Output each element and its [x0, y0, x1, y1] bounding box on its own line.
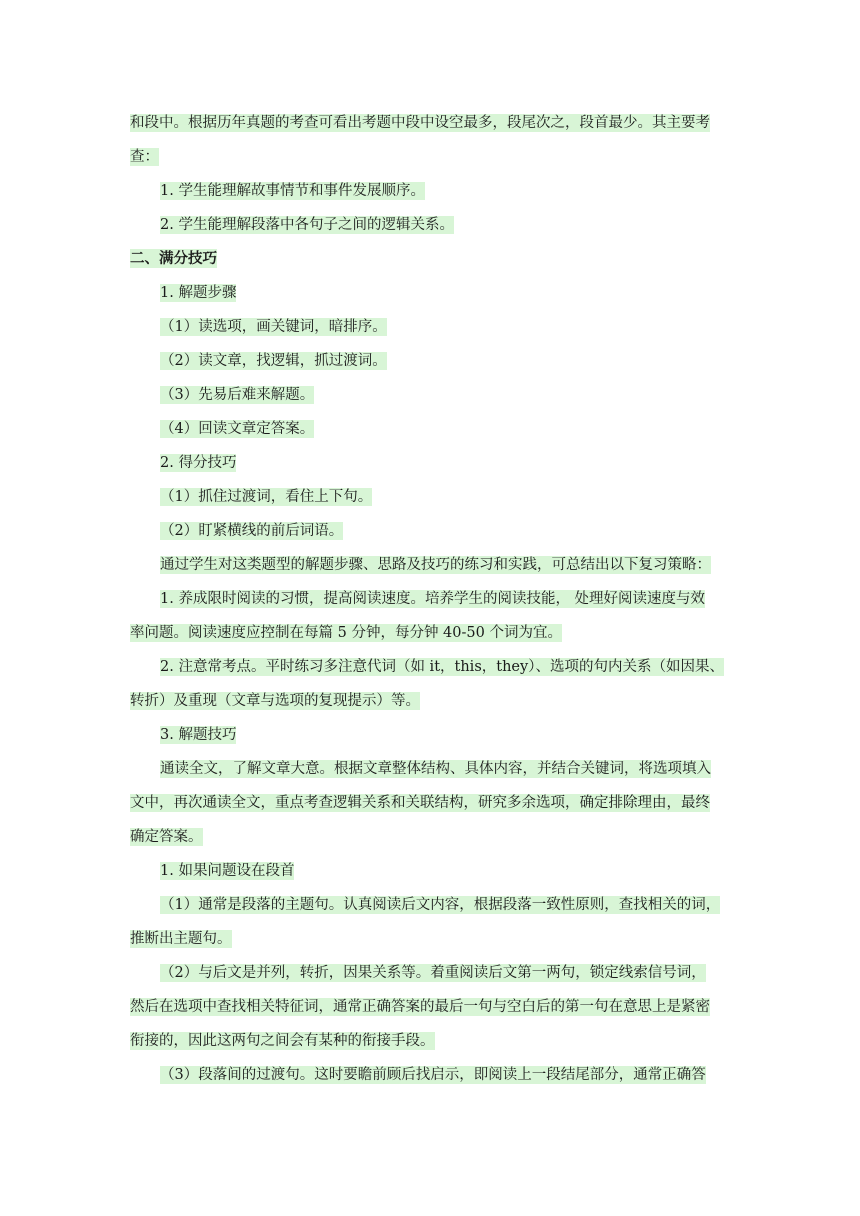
highlighted-text: 3. 解题技巧: [160, 727, 237, 743]
text-line: [130, 548, 730, 582]
highlighted-text: 衔接的，因此这两句之间会有某种的衔接手段。: [130, 1033, 435, 1049]
text-line: [130, 854, 730, 888]
highlighted-text: （3）先易后难来解题。: [160, 387, 315, 403]
highlighted-text: 推断出主题句。: [130, 931, 232, 947]
highlighted-text: 2. 学生能理解段落中各句子之间的逻辑关系。: [160, 217, 454, 233]
text-line: [130, 514, 730, 548]
text-line: [130, 480, 730, 514]
text-line: [130, 276, 730, 310]
highlighted-text: 1. 养成限时阅读的习惯，提高阅读速度。培养学生的阅读技能， 处理好阅读速度与效: [160, 591, 706, 607]
highlighted-text: （4）回读文章定答案。: [160, 421, 315, 437]
text-line: [130, 208, 730, 242]
highlighted-text: 1. 学生能理解故事情节和事件发展顺序。: [160, 183, 425, 199]
highlighted-text: （3）段落间的过渡句。这时要瞻前顾后找启示，即阅读上一段结尾部分，通常正确答: [160, 1067, 706, 1083]
highlighted-text: （1）通常是段落的主题句。认真阅读后文内容，根据段落一致性原则，查找相关的词，: [160, 897, 721, 913]
highlighted-text: 2. 得分技巧: [160, 455, 237, 471]
highlighted-text: 确定答案。: [130, 829, 203, 845]
section-heading: [130, 242, 730, 276]
text-line: [130, 616, 730, 650]
text-line: [130, 106, 730, 140]
highlighted-text: 2. 注意常考点。平时练习多注意代词（如 it，this，they）、选项的句内关系（如因果、: [160, 659, 724, 675]
highlighted-text: 率问题。阅读速度应控制在每篇 5 分钟，每分钟 40-50 个词为宜。: [130, 625, 562, 641]
text-line: [130, 310, 730, 344]
highlighted-text: 然后在选项中查找相关特征词，通常正确答案的最后一句与空白后的第一句在意思上是紧密: [130, 999, 710, 1015]
highlighted-text: 查：: [130, 149, 159, 165]
document-page: [130, 106, 730, 1092]
text-line: [130, 378, 730, 412]
highlighted-text: 通读全文，了解文章大意。根据文章整体结构、具体内容，并结合关键词，将选项填入: [160, 761, 711, 777]
text-line: [130, 140, 730, 174]
highlighted-text: 通过学生对这类题型的解题步骤、思路及技巧的练习和实践，可总结出以下复习策略：: [160, 557, 711, 573]
text-line: [130, 786, 730, 820]
text-line: [130, 820, 730, 854]
text-line: [130, 446, 730, 480]
highlighted-text: 1. 解题步骤: [160, 285, 237, 301]
text-line: [130, 412, 730, 446]
text-line: [130, 922, 730, 956]
text-line: [130, 888, 730, 922]
text-line: [130, 174, 730, 208]
highlighted-text: （2）盯紧横线的前后词语。: [160, 523, 344, 539]
text-line: [130, 650, 730, 684]
highlighted-text: 和段中。根据历年真题的考查可看出考题中段中设空最多，段尾次之，段首最少。其主要考: [130, 115, 710, 131]
highlighted-text: （2）与后文是并列，转折，因果关系等。着重阅读后文第一两句，锁定线索信号词，: [160, 965, 706, 981]
text-line: [130, 956, 730, 990]
highlighted-text: 1. 如果问题设在段首: [160, 863, 295, 879]
highlighted-text: 转折）及重现（文章与选项的复现提示）等。: [130, 693, 420, 709]
text-line: [130, 1058, 730, 1092]
text-line: [130, 582, 730, 616]
text-line: [130, 752, 730, 786]
highlighted-text: （1）抓住过渡词，看住上下句。: [160, 489, 373, 505]
text-line: [130, 990, 730, 1024]
highlighted-text: （2）读文章，找逻辑，抓过渡词。: [160, 353, 387, 369]
highlighted-text: 二、满分技巧: [130, 250, 217, 267]
text-line: [130, 718, 730, 752]
text-line: [130, 684, 730, 718]
text-line: [130, 1024, 730, 1058]
highlighted-text: （1）读选项，画关键词，暗排序。: [160, 319, 387, 335]
highlighted-text: 文中，再次通读全文，重点考查逻辑关系和关联结构，研究多余选项，确定排除理由，最终: [130, 795, 710, 811]
text-line: [130, 344, 730, 378]
